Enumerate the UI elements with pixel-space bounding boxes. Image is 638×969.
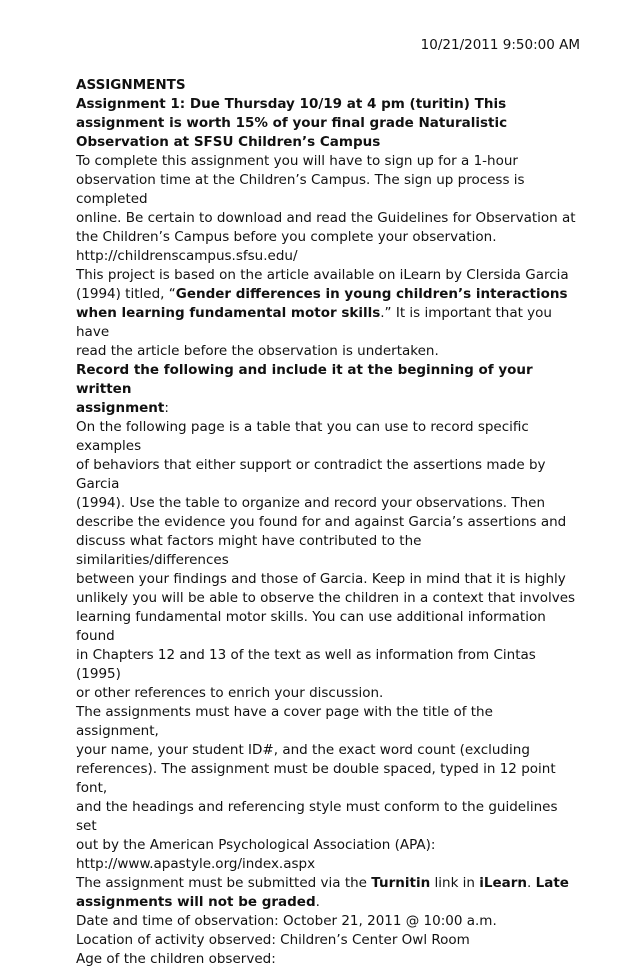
observation-date: Date and time of observation: October 21, 2011 @ 10:00 a.m. xyxy=(76,913,497,929)
project-text-pre: This project is based on the article available on iLearn by Clersida Garcia (1994) titled, “ xyxy=(76,267,569,302)
timestamp: 10/21/2011 9:50:00 AM xyxy=(420,37,580,53)
table-paragraph: On the following page is a table that you can use to record specific examples of behaviors that either support or contradict the assertions made by Garcia (1994). Use the table to organize and record your observations. Then describe the evidence you found for and against Garcia’s assertions and discuss what factors might have contributed to the similarities/differences between your findings and those of Garcia. Keep in mind that it is highly unlikely you will be able to observe the children in a context that involves learning fundamental motor skills. You can use additional information found in Chapters 12 and 13 of the text as well as information from Cintas (1995) or other references to enrich your discussion. xyxy=(76,419,576,701)
project-paragraph xyxy=(76,266,576,361)
record-heading xyxy=(76,361,576,418)
record-heading-colon: : xyxy=(164,400,169,416)
intro-paragraph: To complete this assignment you will have to sign up for a 1-hour observation time at the Children’s Campus. The sign up process is completed online. Be certain to download and read the Guidelines for Observation at the Children’s Campus before you complete your observation. xyxy=(76,153,576,245)
submit-text-end: . xyxy=(315,894,320,910)
document-body xyxy=(76,76,576,969)
heading-assignments: ASSIGNMENTS xyxy=(76,77,186,93)
submit-text-dot: . xyxy=(527,875,536,891)
format-paragraph: The assignments must have a cover page with the title of the assignment, your name, your student ID#, and the exact word count (excluding references). The assignment must be double spaced, typed in 12 point font, and the headings and referencing style must conform to the guidelines set out by the American Psychological Association (APA): xyxy=(76,704,558,853)
turnitin-label: Turnitin xyxy=(371,875,431,891)
children-campus-url[interactable]: http://childrenscampus.sfsu.edu/ xyxy=(76,248,298,264)
apa-url[interactable]: http://www.apastyle.org/index.aspx xyxy=(76,856,316,872)
record-heading-text: Record the following and include it at the beginning of your written assignment xyxy=(76,362,533,416)
ilearn-label: iLearn xyxy=(479,875,528,891)
project-text-post: .” It is important that you have read the article before the observation is undertaken. xyxy=(76,305,552,359)
children-age: Age of the children observed: xyxy=(76,951,276,967)
article-title: Gender differences in young children’s interactions when learning fundamental motor skills xyxy=(76,286,568,321)
submit-text-mid: link in xyxy=(430,875,480,891)
late-notice: Late assignments will not be graded xyxy=(76,875,569,910)
submit-text-pre: The assignment must be submitted via the xyxy=(76,875,372,891)
submit-paragraph xyxy=(76,874,576,912)
observation-location: Location of activity observed: Children’s Center Owl Room xyxy=(76,932,470,948)
assignment-title: Assignment 1: Due Thursday 10/19 at 4 pm (turitin) This assignment is worth 15% of your final grade Naturalistic Observation at SFSU Children’s Campus xyxy=(76,96,508,150)
